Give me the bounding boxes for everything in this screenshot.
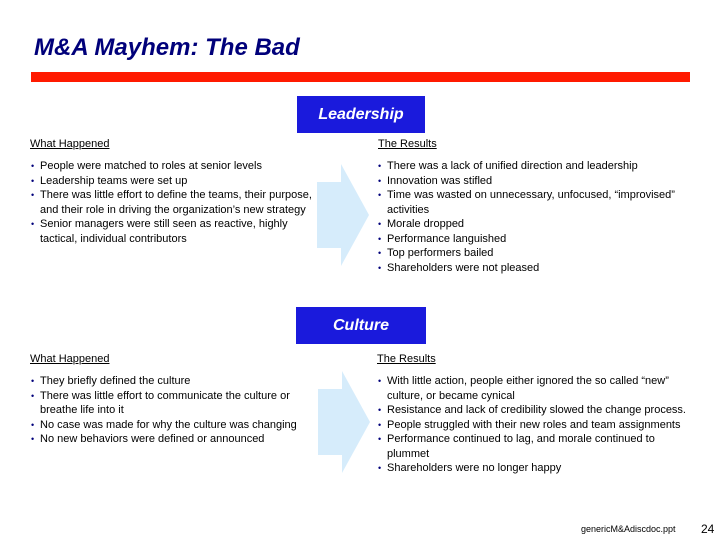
bullet-icon: •: [378, 419, 382, 430]
list-item: [378, 403, 700, 418]
bullet-icon: •: [378, 248, 382, 258]
list-item: [31, 188, 321, 217]
bullet-text: No case was made for why the culture was changing: [40, 418, 297, 431]
bullet-text: Time was wasted on unnecessary, unfocused, “improvised” activities: [387, 189, 675, 216]
bullet-text: People were matched to roles at senior levels: [40, 160, 262, 172]
bullet-text: They briefly defined the culture: [40, 375, 191, 387]
list-item: [378, 374, 700, 403]
page-title: M&A Mayhem: The Bad: [34, 34, 300, 61]
bullet-text: There was little effort to communicate the culture or breathe life into it: [40, 389, 290, 416]
bullet-text: Innovation was stifled: [387, 174, 493, 187]
bullet-icon: •: [31, 390, 35, 401]
leadership-right-arrow-icon: [317, 164, 369, 266]
list-item: [31, 374, 311, 389]
list-item: [378, 461, 700, 476]
bullet-text: Performance languished: [387, 232, 507, 245]
bullet-text: Morale dropped: [387, 218, 465, 230]
footer-filename: genericM&Adiscdoc.ppt: [581, 524, 676, 534]
bullet-icon: •: [378, 175, 382, 186]
bullet-icon: •: [378, 376, 382, 386]
leadership-what-happened-list: [31, 159, 321, 246]
footer-page-number: 24: [701, 522, 715, 536]
title-underline-bar: [31, 72, 690, 82]
bullet-text: Performance continued to lag, and morale continued to plummet: [387, 433, 655, 460]
bullet-icon: •: [31, 219, 35, 229]
bullet-icon: •: [31, 175, 35, 186]
bullet-icon: •: [378, 434, 382, 444]
bullet-text: Shareholders were no longer happy: [387, 462, 562, 474]
list-item: [378, 432, 700, 461]
bullet-icon: •: [378, 233, 382, 244]
list-item: [378, 246, 708, 261]
culture-section-label: Culture: [296, 307, 426, 344]
bullet-text: Shareholders were not pleased: [387, 261, 540, 274]
culture-right-arrow-icon: [318, 371, 370, 473]
bullet-icon: •: [378, 405, 382, 415]
culture-what-happened-list: [31, 374, 311, 447]
list-item: [378, 418, 700, 433]
bullet-icon: •: [31, 190, 35, 200]
culture-what-happened-heading: What Happened: [30, 353, 110, 365]
list-item: [31, 174, 321, 189]
list-item: [31, 217, 321, 246]
bullet-text: Top performers bailed: [387, 247, 494, 259]
bullet-text: With little action, people either ignored the so called “new” culture, or became cynical: [387, 375, 669, 402]
list-item: [378, 217, 708, 232]
bullet-icon: •: [378, 262, 382, 273]
bullet-text: People struggled with their new roles and team assignments: [387, 418, 681, 431]
bullet-text: No new behaviors were defined or announced: [40, 433, 265, 445]
list-item: [378, 232, 708, 247]
bullet-text: Resistance and lack of credibility slowed the change process.: [387, 404, 686, 416]
bullet-icon: •: [31, 376, 35, 386]
leadership-results-heading: The Results: [378, 138, 437, 150]
leadership-results-list: [378, 159, 708, 275]
bullet-icon: •: [378, 190, 382, 200]
bullet-icon: •: [31, 434, 35, 444]
list-item: [31, 432, 311, 447]
bullet-icon: •: [378, 161, 382, 171]
bullet-icon: •: [31, 419, 35, 430]
culture-results-list: [378, 374, 700, 476]
list-item: [31, 418, 311, 433]
bullet-text: There was little effort to define the teams, their purpose, and their role in driving the organization’s new strategy: [40, 189, 312, 216]
bullet-text: Senior managers were still seen as reactive, highly tactical, individual contributors: [40, 218, 288, 245]
bullet-text: Leadership teams were set up: [40, 174, 188, 187]
leadership-what-happened-heading: What Happened: [30, 138, 110, 150]
leadership-section-label: Leadership: [297, 96, 425, 133]
list-item: [378, 174, 708, 189]
bullet-text: There was a lack of unified direction and leadership: [387, 160, 638, 172]
list-item: [378, 159, 708, 174]
list-item: [31, 389, 311, 418]
bullet-icon: •: [378, 219, 382, 229]
list-item: [378, 261, 708, 276]
bullet-icon: •: [31, 161, 35, 171]
list-item: [31, 159, 321, 174]
bullet-icon: •: [378, 463, 382, 473]
culture-results-heading: The Results: [377, 353, 436, 365]
list-item: [378, 188, 708, 217]
